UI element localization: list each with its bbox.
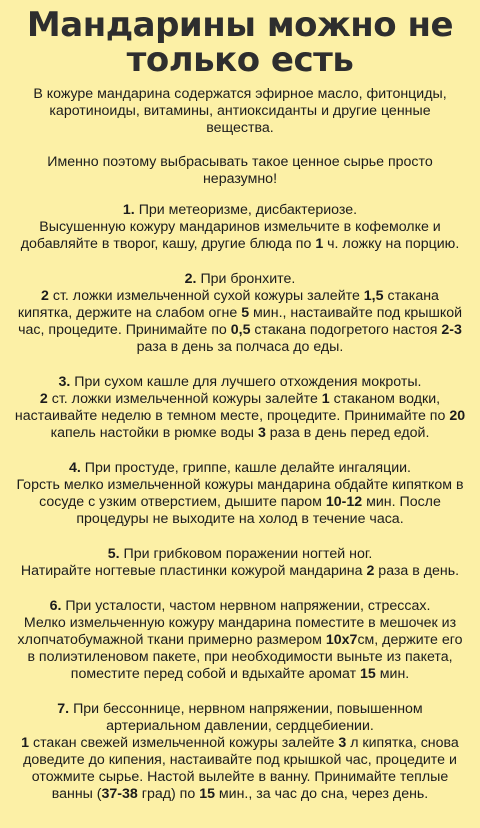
- remedy-section: [14, 374, 466, 442]
- remedy-text: Мелко измельченную кожуру мандарина поместите в мешочек из хлопчатобумажной ткани примерно размером: [17, 615, 457, 648]
- remedy-heading-text: При метеоризме, дисбактериозе.: [134, 202, 358, 218]
- remedy-heading: [14, 701, 466, 735]
- remedy-heading-text: При сухом кашле для лучшего отхождения мокроты.: [70, 374, 422, 390]
- remedy-text: раза в день перед едой.: [265, 425, 430, 441]
- remedy-text: Натирайте ногтевые пластинки кожурой мандарина: [20, 563, 367, 579]
- remedy-text: стакана подогретого настоя: [250, 322, 442, 338]
- remedy-text: мин., настаивайте под крышкой час, процедите. Принимайте по: [18, 305, 463, 338]
- remedy-heading: [14, 598, 466, 615]
- remedy-text: мин. После процедуры не выходите на холод в течение часа.: [76, 494, 441, 527]
- remedy-quantity: 15: [360, 666, 376, 682]
- remedy-body: [14, 615, 466, 683]
- remedy-quantity: 5: [241, 305, 250, 321]
- remedy-number: 1.: [122, 202, 135, 218]
- intro-paragraph-1: В кожуре мандарина содержатся эфирное масло, фитонциды, каротиноиды, витамины, антиоксиданты и другие ценные вещества.: [33, 86, 447, 136]
- remedy-text: раза в день.: [374, 563, 460, 579]
- remedy-heading: [14, 374, 466, 391]
- remedy-number: 6.: [49, 598, 62, 614]
- remedy-section: [14, 701, 466, 803]
- remedy-quantity: 2: [39, 391, 48, 407]
- remedy-text: стакан свежей измельченной кожуры залейте: [29, 735, 339, 751]
- remedy-body: [14, 288, 466, 356]
- page-title: [14, 5, 466, 80]
- page-title-line-2: только есть: [126, 40, 354, 80]
- remedy-quantity: 2: [366, 563, 375, 579]
- remedy-text: стаканом водки, настаивайте неделю в темном месте, процедите. Принимайте по: [14, 391, 450, 424]
- remedy-section: [14, 460, 466, 528]
- remedy-text: град) по: [137, 786, 200, 802]
- remedy-heading: [14, 202, 466, 219]
- remedy-text: стакана кипятка, держите на слабом огне: [17, 288, 439, 321]
- remedy-text: ч. ложку на порцию.: [323, 236, 460, 252]
- remedy-text: см, держите его в полиэтиленовом пакете, при необходимости выньте из пакета, поместите перед собой и вдыхайте аромат: [27, 632, 463, 682]
- remedy-quantity: 10х7: [325, 632, 358, 648]
- intro-spacer: [14, 137, 466, 154]
- remedy-text: мин., за час до сна, через день.: [214, 786, 429, 802]
- remedy-section: [14, 598, 466, 683]
- remedy-heading-text: При бессоннице, нервном напряжении, повышенном артериальном давлении, сердцебиении.: [69, 701, 423, 734]
- remedy-quantity: 3: [338, 735, 347, 751]
- remedy-text: ст. ложки измельченной сухой кожуры залейте: [48, 288, 364, 304]
- remedy-quantity: 2-3: [441, 322, 462, 338]
- remedy-quantity: 1: [315, 236, 324, 252]
- remedy-number: 3.: [58, 374, 71, 390]
- remedy-section: [14, 546, 466, 580]
- remedy-text: капель настойки в рюмке воды: [50, 425, 258, 441]
- remedy-text: мин.: [375, 666, 410, 682]
- remedy-quantity: 15: [199, 786, 215, 802]
- remedy-heading-text: При простуде, гриппе, кашле делайте ингаляции.: [80, 460, 411, 476]
- remedy-heading-text: При бронхите.: [196, 271, 296, 287]
- remedy-body: [14, 563, 466, 580]
- remedy-text: Высушенную кожуру мандаринов измельчите в кофемолке и добавляйте в творог, кашу, другие блюда по: [20, 219, 441, 252]
- remedy-heading: [14, 546, 466, 563]
- remedy-heading-text: При грибковом поражении ногтей ног.: [119, 546, 373, 562]
- remedy-quantity: 3: [257, 425, 266, 441]
- remedy-body: [14, 391, 466, 442]
- remedy-number: 7.: [57, 701, 70, 717]
- remedy-list: [14, 202, 466, 803]
- remedy-body: [14, 477, 466, 528]
- remedy-heading: [14, 271, 466, 288]
- remedy-body: [14, 219, 466, 253]
- remedy-text: Горсть мелко измельченной кожуры мандарина обдайте кипятком в сосуде с узким отверстием, дышите паром: [16, 477, 464, 510]
- remedy-text: ст. ложки измельченной кожуры залейте: [47, 391, 322, 407]
- remedy-quantity: 10-12: [325, 494, 363, 510]
- remedy-text: л кипятка, снова доведите до кипения, настаивайте под крышкой час, процедите и отожмите сырье. Настой вылейте в ванну. Принимайте теплые ванны (: [23, 735, 459, 802]
- remedy-quantity: 20: [449, 408, 466, 424]
- remedy-quantity: 2: [41, 288, 49, 304]
- remedy-quantity: 37-38: [101, 786, 138, 802]
- remedy-number: 4.: [68, 460, 81, 476]
- page-title-line-1: Мандарины можно не: [26, 5, 454, 45]
- remedy-number: 5.: [107, 546, 120, 562]
- remedy-quantity: 1: [321, 391, 330, 407]
- intro-paragraph-2: Именно поэтому выбрасывать такое ценное сырье просто неразумно!: [47, 154, 433, 187]
- remedy-section: [14, 202, 466, 253]
- remedy-section: [14, 271, 466, 356]
- remedy-quantity: 0,5: [230, 322, 251, 338]
- remedy-text: раза в день за полчаса до еды.: [136, 339, 344, 355]
- remedy-number: 2.: [184, 271, 197, 287]
- remedy-body: [14, 735, 466, 803]
- remedy-heading-text: При усталости, частом нервном напряжении, стрессах.: [61, 598, 431, 614]
- remedy-heading: [14, 460, 466, 477]
- remedy-quantity: 1: [21, 735, 30, 751]
- remedy-quantity: 1,5: [363, 288, 384, 304]
